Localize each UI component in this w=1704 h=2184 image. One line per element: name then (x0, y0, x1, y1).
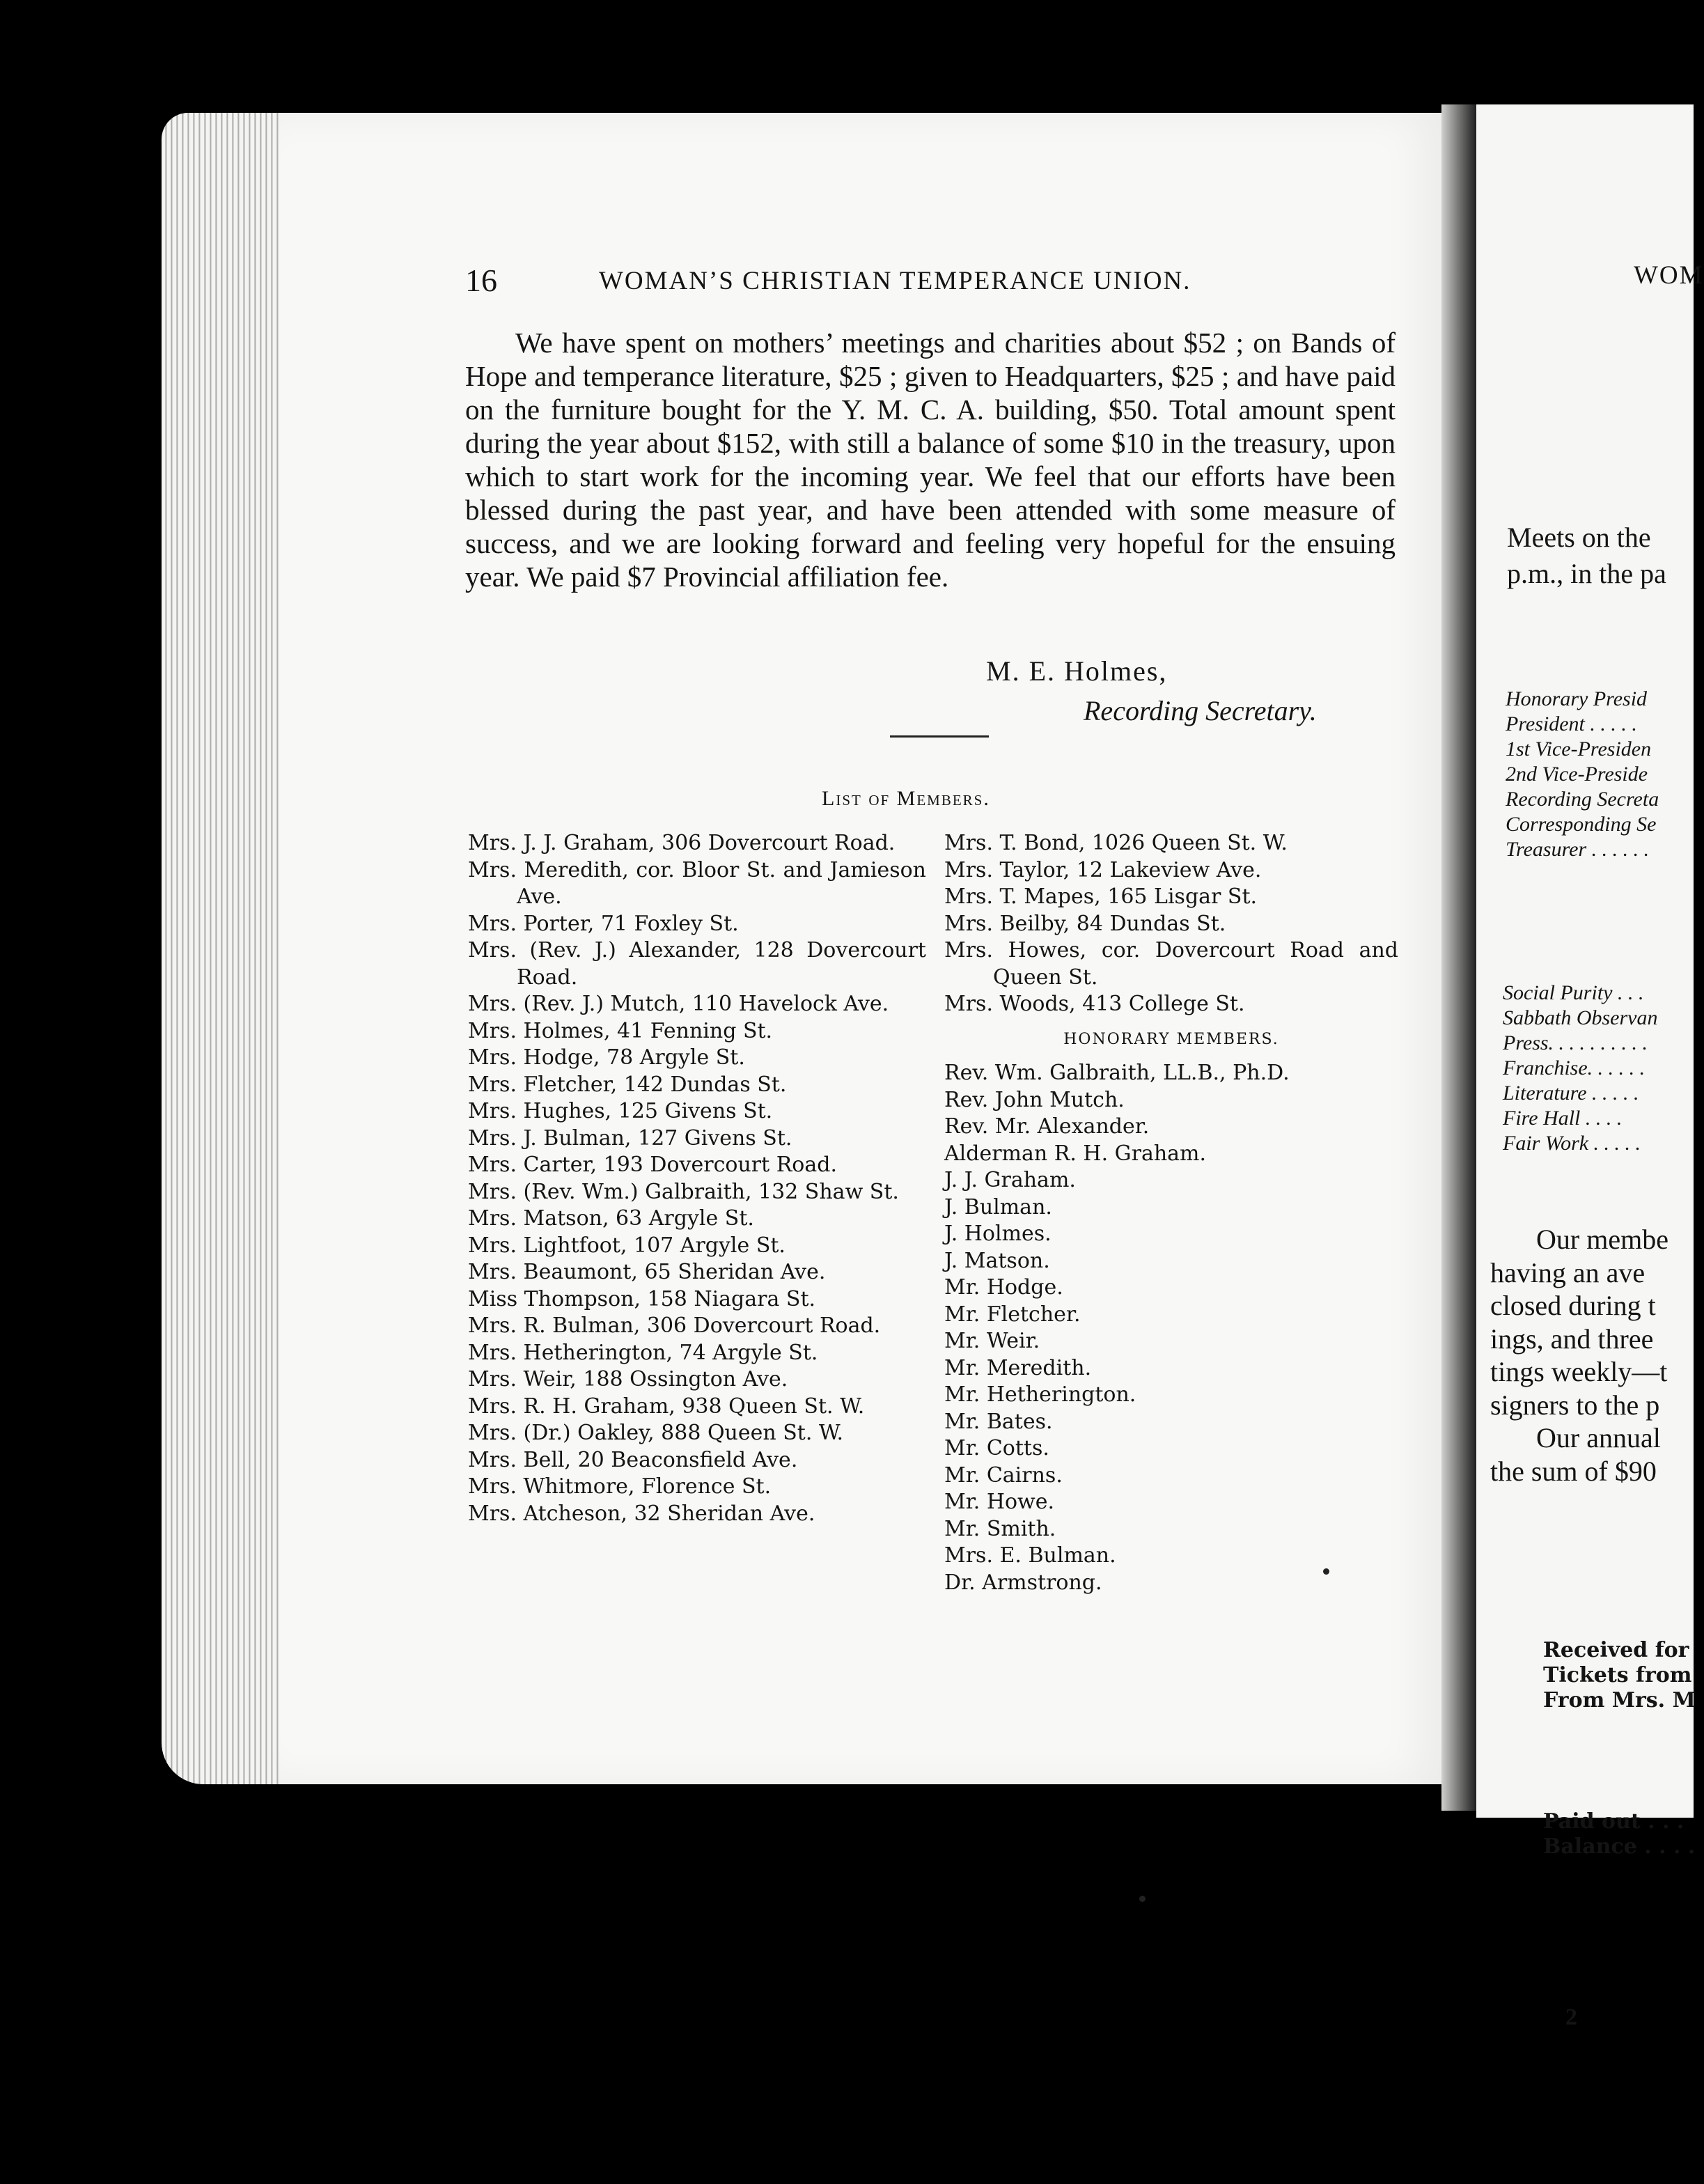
member-entry: Mrs. Beaumont, 65 Sheridan Ave. (468, 1260, 826, 1284)
committee-line: Sabbath Observan (1503, 1006, 1658, 1029)
member-entry: Mrs. Whitmore, Florence St. (468, 1474, 772, 1499)
members-column-left (468, 830, 926, 1527)
member-entry: Mrs. (Rev. J.) Alexander, 128 Dovercourt Road. (468, 938, 926, 990)
honorary-member-entry: J. J. Graham. (944, 1168, 1076, 1192)
officer-line: Recording Secreta (1506, 788, 1659, 811)
account-line: From Mrs. M (1543, 1688, 1696, 1713)
honorary-member-entry: Mr. Cotts. (944, 1436, 1049, 1460)
running-head (465, 262, 1301, 304)
meeting-info-line: p.m., in the pa (1507, 558, 1666, 589)
meeting-info-line: Meets on the (1507, 522, 1651, 553)
committee-line: Fire Hall . . . . (1503, 1107, 1623, 1130)
member-entry: Mrs. T. Bond, 1026 Queen St. W. (944, 831, 1288, 855)
paragraph-line: ings, and three (1490, 1323, 1654, 1355)
member-entry: Mrs. Matson, 63 Argyle St. (468, 1206, 754, 1231)
account-line: Tickets from (1543, 1663, 1692, 1687)
member-entry: Mrs. Meredith, cor. Bloor St. and Jamieson Ave. (468, 857, 926, 909)
signature-block (986, 655, 1317, 727)
member-entry: Mrs. J. Bulman, 127 Givens St. (468, 1125, 792, 1150)
committee-line: Press. . . . . . . . . . (1503, 1031, 1648, 1054)
member-entry: Mrs. Holmes, 41 Fenning St. (468, 1018, 773, 1043)
section-divider (890, 735, 989, 738)
honorary-member-entry: Dr. Armstrong. (944, 1570, 1102, 1595)
account-line: Received for (1543, 1638, 1689, 1662)
paragraph-line: tings weekly—t (1490, 1356, 1668, 1387)
officer-line: Honorary Presid (1506, 687, 1648, 710)
honorary-member-entry: Mr. Howe. (944, 1490, 1055, 1514)
committees-list (1503, 981, 1657, 1156)
member-entry: Mrs. Hetherington, 74 Argyle St. (468, 1340, 818, 1365)
member-entry: Mrs. J. J. Graham, 306 Dovercourt Road. (468, 831, 896, 855)
member-entry: Mrs. Porter, 71 Foxley St. (468, 911, 739, 936)
account-line: Paid out . . . (1543, 1809, 1685, 1834)
page-header-title: WOMAN’S CHRISTIAN TEMPERANCE UNION. (599, 267, 1191, 295)
report-paragraph: We have spent on mothers’ meetings and charities about $52 ; on Bands of Hope and temperance literature, $25 ; given to Headquarters, $25 ; and have paid on the furniture bought for the Y. M. C. A. building, $50. Total amount spent during the year about $152, with still a balance of some $10 in the treasury, upon which to start work for the incoming year. We feel that our efforts have been blessed during the past year, and have been attended with some measure of success, and we are looking forward and feeling very hopeful for the ensuing year. We paid $7 Provincial affiliation fee. (465, 327, 1396, 593)
paragraph-line: signers to the p (1490, 1389, 1660, 1421)
signature-title: Recording Secretary. (1084, 695, 1317, 726)
right-page (1476, 104, 1704, 2030)
committee-line: Fair Work . . . . . (1503, 1132, 1641, 1155)
member-entry: Mrs. R. Bulman, 306 Dovercourt Road. (468, 1313, 881, 1338)
officer-line: 2nd Vice-Preside (1506, 763, 1648, 786)
committee-line: Franchise. . . . . . (1503, 1056, 1646, 1079)
printer-signature-mark: 2 (1565, 2004, 1577, 2030)
member-entry: Mrs. Weir, 188 Ossington Ave. (468, 1367, 788, 1391)
member-list-heading: List of Members. (822, 787, 990, 810)
honorary-member-entry: Rev. John Mutch. (944, 1087, 1125, 1112)
officer-line: President . . . . . (1506, 712, 1637, 735)
accounts-received (1543, 1638, 1696, 1713)
paragraph-line: having an ave (1490, 1256, 1646, 1288)
members-column-right (944, 830, 1398, 1596)
paragraph-line: Our annual (1536, 1422, 1661, 1453)
honorary-members-heading: HONORARY MEMBERS. (1063, 1030, 1279, 1048)
member-entry: Mrs. (Rev. J.) Mutch, 110 Havelock Ave. (468, 992, 889, 1016)
member-entry: Mrs. Fletcher, 142 Dundas St. (468, 1072, 787, 1097)
ink-speck (1323, 1568, 1329, 1575)
honorary-member-entry: Alderman R. H. Graham. (944, 1141, 1207, 1166)
signature-name: M. E. Holmes, (986, 655, 1168, 687)
honorary-member-entry: Mr. Cairns. (944, 1462, 1063, 1488)
member-entry: Mrs. Atcheson, 32 Sheridan Ave. (468, 1501, 815, 1526)
accounts-paid (1543, 1809, 1695, 1859)
member-entry: Mrs. T. Mapes, 165 Lisgar St. (944, 884, 1258, 909)
honorary-member-entry: Mr. Fletcher. (944, 1302, 1081, 1327)
honorary-member-entry: Mr. Meredith. (944, 1355, 1092, 1380)
member-entry: Mrs. (Rev. Wm.) Galbraith, 132 Shaw St. (468, 1179, 899, 1204)
page-number: 16 (465, 263, 497, 298)
member-entry: Mrs. Hodge, 78 Argyle St. (468, 1045, 745, 1070)
right-page-header: WOM (1634, 261, 1704, 290)
officer-line: Treasurer . . . . . . (1506, 838, 1650, 861)
member-entry: Mrs. (Dr.) Oakley, 888 Queen St. W. (468, 1421, 844, 1445)
membership-paragraph (1490, 1223, 1668, 1488)
honorary-member-entry: Rev. Mr. Alexander. (944, 1114, 1150, 1139)
paragraph-line: Our membe (1536, 1224, 1668, 1255)
member-entry: Mrs. Hughes, 125 Givens St. (468, 1099, 773, 1123)
honorary-member-entry: J. Holmes. (944, 1222, 1052, 1246)
member-entry: Mrs. Beilby, 84 Dundas St. (944, 911, 1226, 936)
honorary-member-entry: Mr. Smith. (944, 1516, 1056, 1541)
honorary-member-entry: Mr. Bates. (944, 1409, 1053, 1434)
honorary-member-entry: Rev. Wm. Galbraith, LL.B., Ph.D. (944, 1061, 1290, 1085)
member-entry: Mrs. Lightfoot, 107 Argyle St. (468, 1233, 785, 1258)
account-line: Balance . . . . (1543, 1834, 1696, 1859)
ink-speck (1139, 1896, 1146, 1902)
member-entry: Mrs. Woods, 413 College St. (944, 992, 1245, 1016)
honorary-member-entry: Mr. Weir. (944, 1329, 1040, 1353)
member-entry: Mrs. R. H. Graham, 938 Queen St. W. (468, 1394, 865, 1419)
page-edges (162, 113, 294, 1784)
member-entry: Mrs. Bell, 20 Beaconsfield Ave. (468, 1447, 798, 1472)
paragraph-line: the sum of $90 (1490, 1455, 1657, 1487)
honorary-member-entry: J. Bulman. (944, 1194, 1052, 1219)
paragraph-line: closed during t (1490, 1290, 1656, 1321)
officer-line: 1st Vice-Presiden (1506, 738, 1652, 760)
member-entry: Mrs. Howes, cor. Dovercourt Road and Queen St. (944, 938, 1398, 990)
member-entry: Mrs. Carter, 193 Dovercourt Road. (468, 1153, 837, 1177)
member-entry: Mrs. Taylor, 12 Lakeview Ave. (944, 857, 1262, 882)
committee-line: Literature . . . . . (1503, 1082, 1639, 1105)
honorary-member-entry: Mrs. E. Bulman. (944, 1543, 1116, 1568)
meeting-info (1507, 520, 1666, 592)
honorary-member-entry: J. Matson. (944, 1248, 1050, 1273)
officer-line: Corresponding Se (1506, 813, 1657, 836)
honorary-member-entry: Mr. Hetherington. (944, 1382, 1136, 1407)
committee-line: Social Purity . . . (1503, 981, 1644, 1004)
officers-list (1506, 687, 1659, 862)
member-entry: Miss Thompson, 158 Niagara St. (468, 1286, 816, 1311)
honorary-member-entry: Mr. Hodge. (944, 1275, 1063, 1300)
